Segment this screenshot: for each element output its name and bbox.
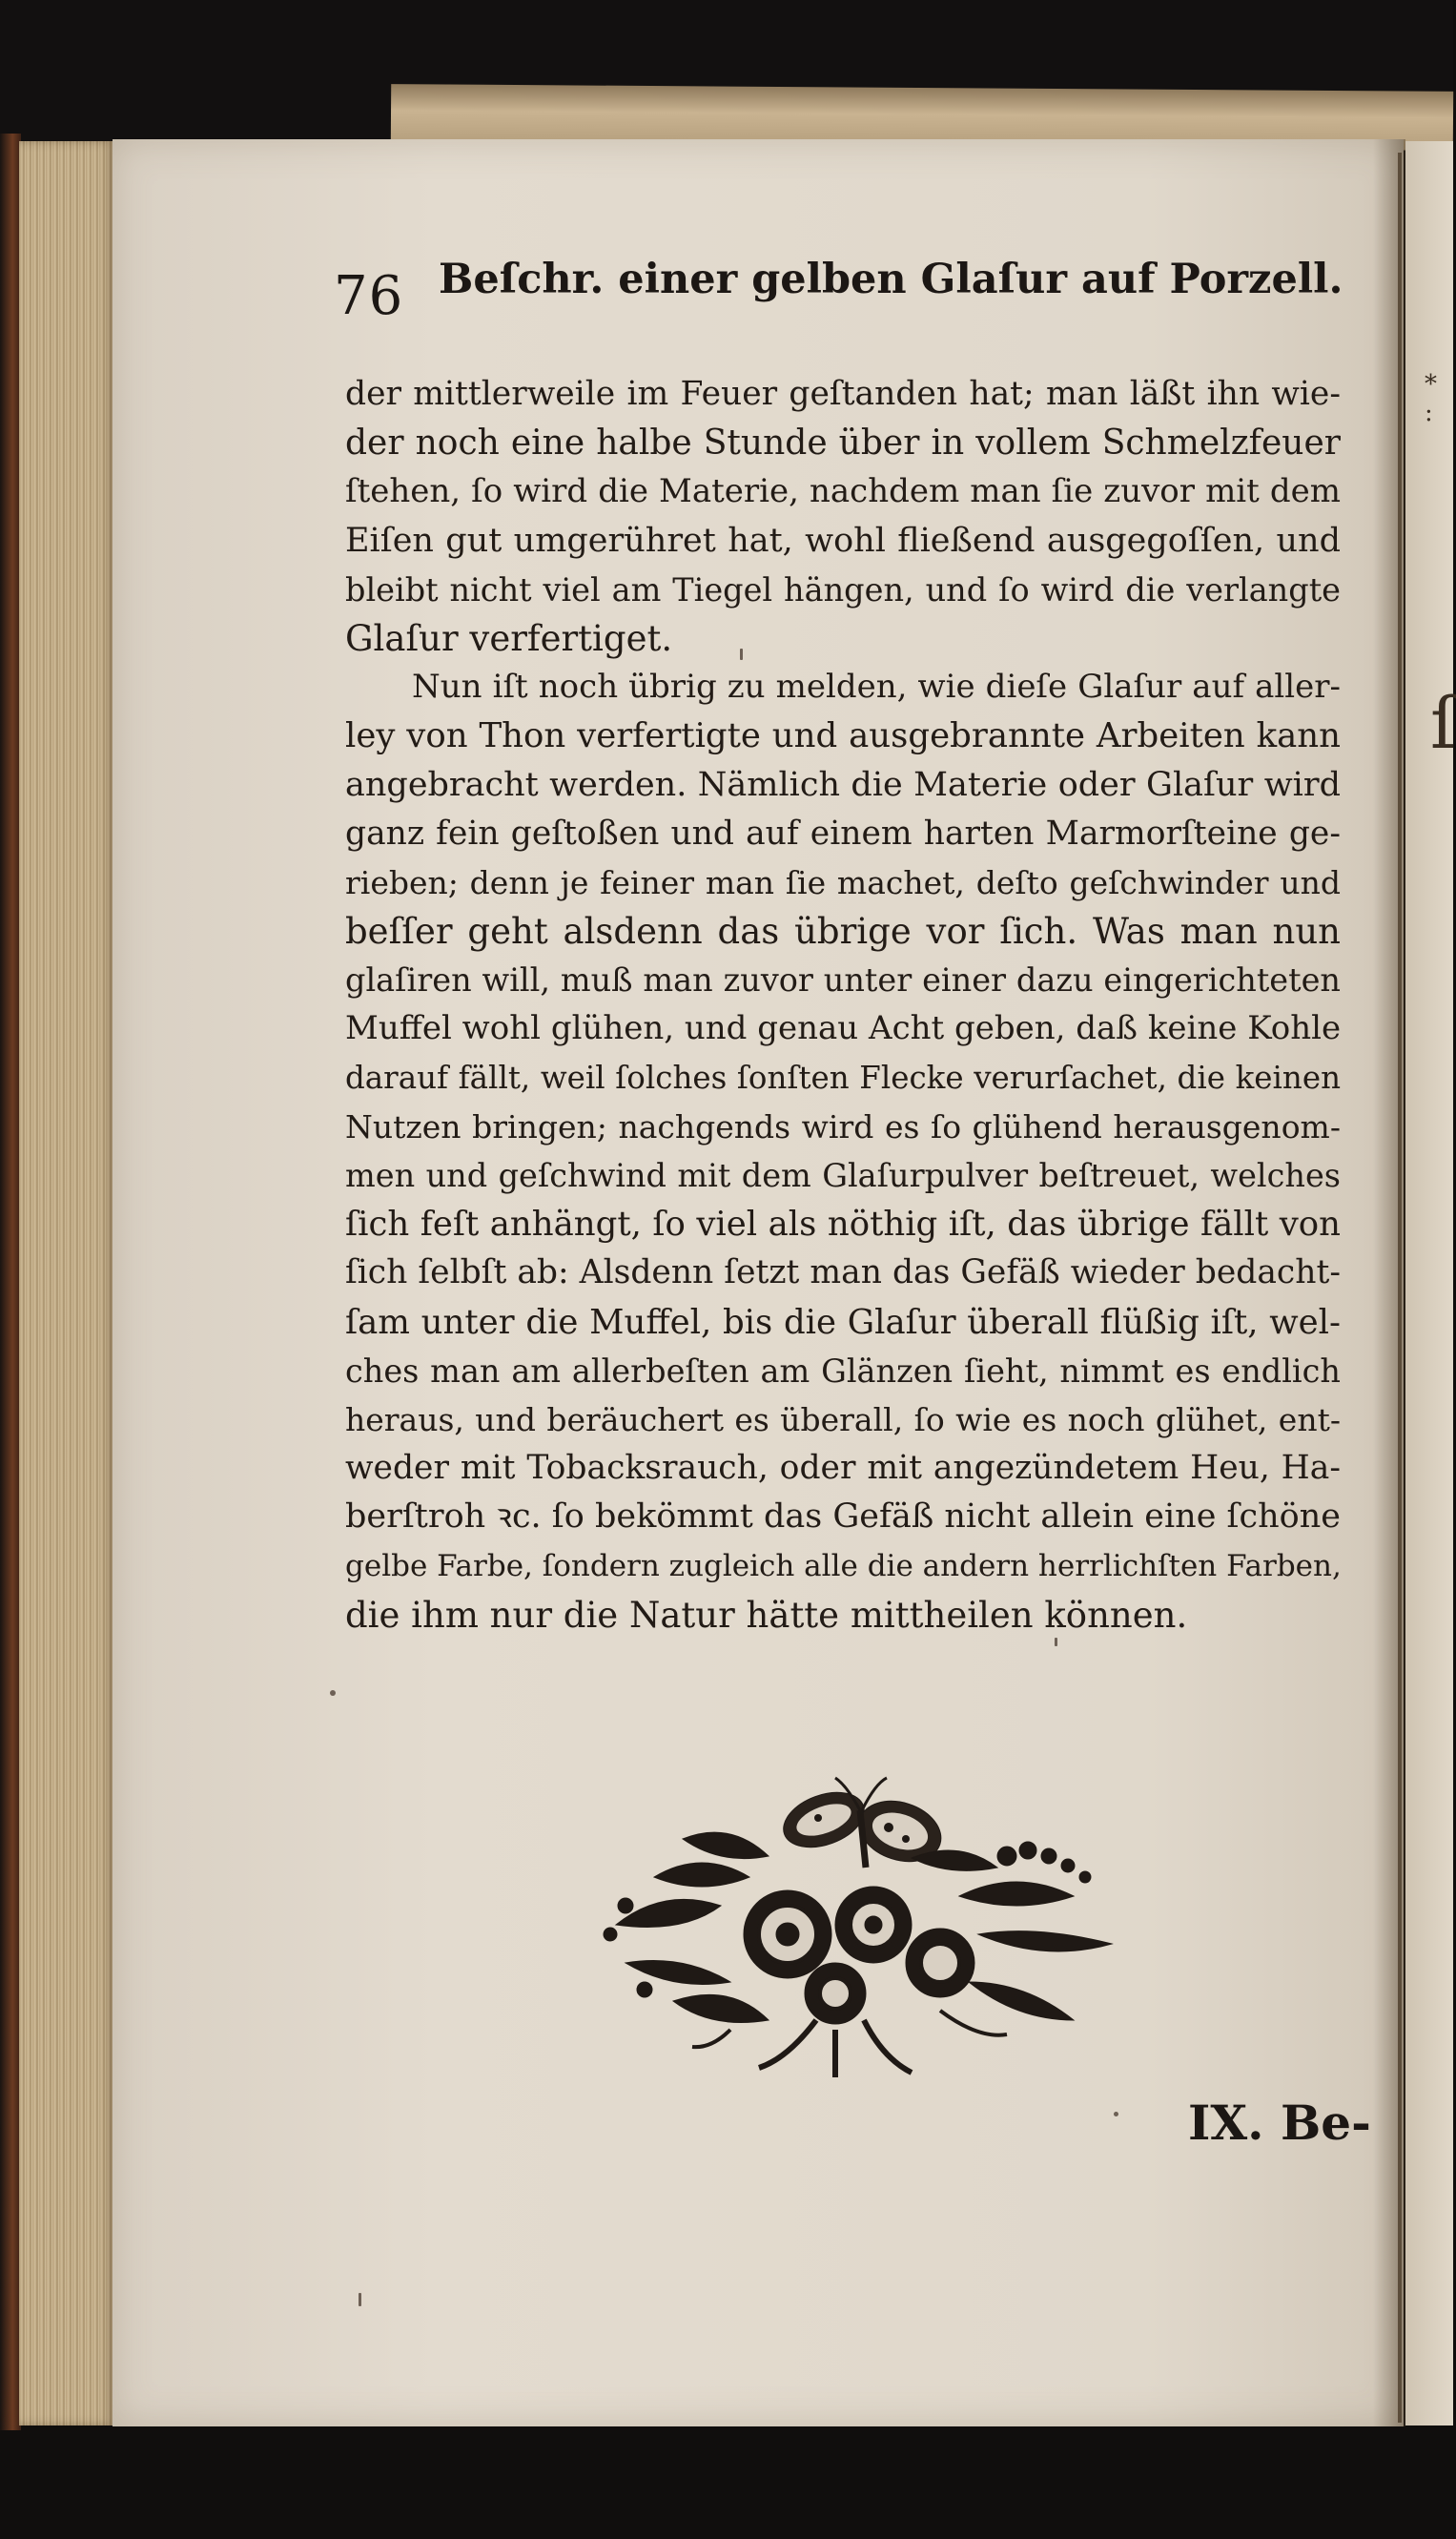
text-line: darauf fällt, weil ſolches ſonſten Flecke verurſachet, die keinen: [345, 1059, 1341, 1096]
floral-vignette-ornament: [597, 1744, 1131, 2087]
text-line: ſich feſt anhängt, ſo viel als nöthig iſt, das übrige fällt von: [345, 1205, 1341, 1245]
text-line: ſtehen, ſo wird die Materie, nachdem man ſie zuvor mit dem: [345, 472, 1341, 511]
page-number: 76: [334, 265, 404, 327]
spine-line: [1398, 153, 1402, 2423]
body-text: [345, 370, 1341, 1640]
text-line: glaſiren will, muß man zuvor unter einer dazu eingerichteten: [345, 961, 1341, 1000]
text-line: angebracht werden. Nämlich die Materie oder Glaſur wird: [345, 765, 1341, 804]
text-line: ches man am allerbeſten am Glänzen ſieht, nimmt es endlich: [345, 1352, 1341, 1390]
page-header: [334, 256, 1344, 341]
text-line: beſſer geht alsdenn das übrige vor ſich. Was man nun: [345, 911, 1341, 953]
text-line: Nun iſt noch übrig zu melden, wie dieſe Glaſur auf aller-: [412, 668, 1341, 707]
facing-page-sliver: [1405, 141, 1453, 2425]
text-line: men und geſchwind mit dem Glaſurpulver beſtreuet, welches: [345, 1157, 1341, 1194]
text-line: weder mit Tobacksrauch, oder mit angezündetem Heu, Ha-: [345, 1449, 1341, 1488]
text-line: ſich ſelbſt ab: Alsdenn ſetzt man das Gefäß wieder bedacht-: [345, 1253, 1341, 1292]
running-title: Beſchr. einer gelben Glaſur auf Porzell.: [439, 256, 1343, 303]
catchword: IX. Be-: [1188, 2095, 1371, 2151]
facing-page-letter: ſ: [1430, 683, 1456, 765]
text-line: gelbe Farbe, ſondern zugleich alle die andern herrlichſten Farben,: [345, 1548, 1342, 1583]
text-line: der noch eine halbe Stunde über in vollem Schmelzfeuer: [345, 423, 1341, 464]
text-line: ley von Thon verfertigte und ausgebrannte Arbeiten kann: [345, 716, 1341, 756]
text-line: ganz fein geſtoßen und auf einem harten Marmorſteine ge-: [345, 814, 1341, 853]
text-line: die ihm nur die Natur hätte mittheilen können.: [345, 1594, 1188, 1636]
text-line: Glaſur verfertiget.: [345, 617, 673, 659]
text-line: der mittlerweile im Feuer geſtanden hat; man läßt ihn wie-: [345, 375, 1341, 413]
text-line: bleibt nicht viel am Tiegel hängen, und ſo wird die verlangte: [345, 570, 1341, 609]
text-line: ſam unter die Muffel, bis die Glaſur überall flüßig iſt, wel-: [345, 1302, 1341, 1342]
book-cover-edge: [0, 134, 21, 2442]
page-stack-edge: [19, 141, 114, 2425]
text-line: Nutzen bringen; nachgends wird es ſo glühend herausgenom-: [345, 1107, 1341, 1146]
text-line: Muffel wohl glühen, und genau Acht geben, daß keine Kohle: [345, 1009, 1342, 1048]
text-line: heraus, und beräuchert es überall, ſo wie es noch glühet, ent-: [345, 1400, 1341, 1438]
facing-page-asterisk: * :: [1425, 370, 1437, 427]
text-line: berſtroh ꝛc. ſo bekömmt das Gefäß nicht allein eine ſchöne: [345, 1497, 1341, 1537]
background-bottom: [0, 2430, 1453, 2539]
text-line: rieben; denn je feiner man ſie machet, deſto geſchwinder und: [345, 863, 1341, 901]
text-line: Eiſen gut umgerühret hat, wohl fließend ausgegoſſen, und: [345, 521, 1341, 560]
